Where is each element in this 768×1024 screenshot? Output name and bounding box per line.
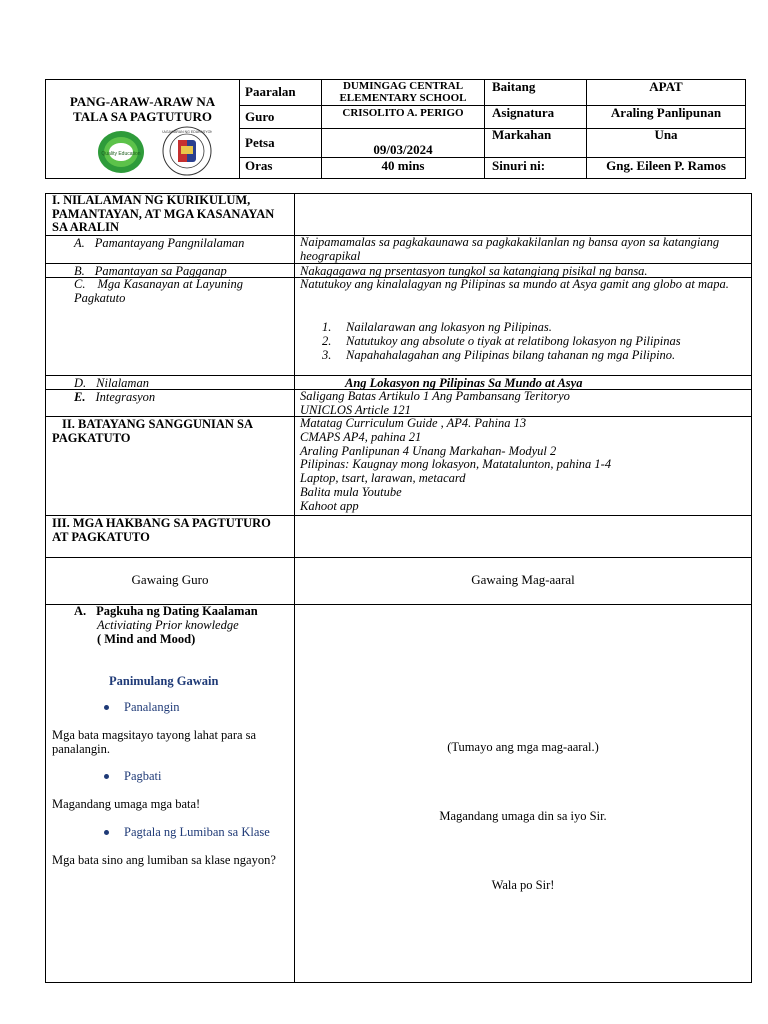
activity-a-sub1: Activiating Prior knowledge: [97, 618, 239, 632]
value-petsa: 09/03/2024: [373, 142, 433, 157]
value-guro: CRISOLITO A. PERIGO: [342, 107, 464, 119]
teacher-text-1: Mga bata magsitayo tayong lahat para sa panalangin.: [52, 728, 257, 756]
student-text-3: Wala po Sir!: [491, 878, 555, 892]
bullet-pagbati: Pagbati: [124, 769, 162, 783]
list-item: 1. Nailalarawan ang lokasyon ng Pilipinas.: [322, 320, 552, 334]
label-oras: Oras: [245, 158, 273, 173]
label-paaralan: Paaralan: [245, 84, 296, 99]
bullet-pagtala: Pagtala ng Lumiban sa Klase: [124, 825, 270, 839]
column-header-teacher: Gawaing Guro: [131, 572, 209, 587]
section-3-title: III. MGA HAKBANG SA PAGTUTURO AT PAGKATUTO: [52, 516, 271, 544]
row-e-label: E. Integrasyon: [74, 390, 156, 404]
value-sinuri: Gng. Eileen P. Ramos: [606, 158, 726, 173]
row-b-label: B. Pamantayan sa Pagganap: [74, 264, 227, 278]
value-paaralan: DUMINGAG CENTRAL ELEMENTARY SCHOOL: [339, 80, 467, 104]
quality-education-logo: [97, 130, 145, 174]
row-d-value: Ang Lokasyon ng Pilipinas Sa Mundo at Asya: [345, 376, 583, 390]
student-text-1: (Tumayo ang mga mag-aaral.): [447, 740, 599, 754]
bullet-panalangin: Panalangin: [124, 700, 180, 714]
row-a-value: Naipamamalas sa pagkakaunawa sa pagkakakilanlan ng bansa ayon sa katangiang heograpikal: [300, 235, 720, 263]
deped-seal-logo: [162, 126, 212, 176]
student-text-2: Magandang umaga din sa iyo Sir.: [439, 809, 607, 823]
value-oras: 40 mins: [381, 158, 425, 173]
teacher-text-3: Mga bata sino ang lumiban sa klase ngayon?: [52, 853, 276, 867]
value-asignatura: Araling Panlipunan: [610, 105, 722, 120]
references-list: Matatag Curriculum Guide , AP4. Pahina 13 CMAPS AP4, pahina 21 Araling Panlipunan 4 Unang Markahan- Modyul 2 Pilipinas: Kaugnay mong lokasyon, Matatalunton, pahina 1-4 Laptop, tsart, larawan, metacard Balita mula Youtube Kahoot app: [300, 416, 612, 513]
document-title: PANG-ARAW-ARAW NA TALA SA PAGTUTURO: [69, 94, 216, 124]
bullet-icon: [104, 705, 109, 710]
list-item: 3. Napahahalagahan ang Pilipinas bilang tahanan ng mga Pilipino.: [322, 348, 676, 362]
column-header-student: Gawaing Mag-aaral: [471, 572, 575, 587]
bullet-icon: [104, 774, 109, 779]
section-1-title: I. NILALAMAN NG KURIKULUM, PAMANTAYAN, AT MGA KASANAYAN SA ARALIN: [52, 193, 275, 234]
teacher-text-2: Magandang umaga mga bata!: [52, 797, 201, 811]
logo-left-text: Quality Education: [101, 151, 141, 157]
value-baitang: APAT: [649, 79, 683, 94]
label-petsa: Petsa: [245, 135, 275, 150]
panimula-heading: Panimulang Gawain: [109, 674, 219, 688]
label-sinuri: Sinuri ni:: [492, 158, 546, 173]
list-item: 2. Natutukoy ang absolute o tiyak at relatibong lokasyon ng Pilipinas: [322, 334, 681, 348]
label-guro: Guro: [245, 109, 275, 124]
logo-right-text: KAGAWARAN NG EDUKASYON: [162, 130, 212, 134]
row-c-intro: Natutukoy ang kinalalagyan ng Pilipinas sa mundo at Asya gamit ang globo at mapa.: [300, 277, 729, 291]
row-d-label: D. Nilalaman: [74, 376, 149, 390]
value-markahan: Una: [654, 127, 678, 142]
section-2-title: II. BATAYANG SANGGUNIAN SA PAGKATUTO: [52, 417, 253, 445]
objectives-list: [322, 320, 747, 362]
bullet-icon: [104, 830, 109, 835]
label-markahan: Markahan: [492, 127, 552, 142]
activity-a-title: A. Pagkuha ng Dating Kaalaman: [74, 604, 258, 618]
row-b-value: Nakagagawa ng prsentasyon tungkol sa katangiang pisikal ng bansa.: [300, 264, 648, 278]
activity-a-sub2: ( Mind and Mood): [97, 632, 196, 646]
row-a-label: A. Pamantayang Pangnilalaman: [74, 236, 245, 250]
row-e-values: Saligang Batas Artikulo 1 Ang Pambansang Teritoryo UNICLOS Article 121: [300, 389, 570, 417]
label-asignatura: Asignatura: [492, 105, 555, 120]
row-c-label: C. Mga Kasanayan at Layuning Pagkatuto: [74, 277, 243, 305]
label-baitang: Baitang: [492, 79, 536, 94]
